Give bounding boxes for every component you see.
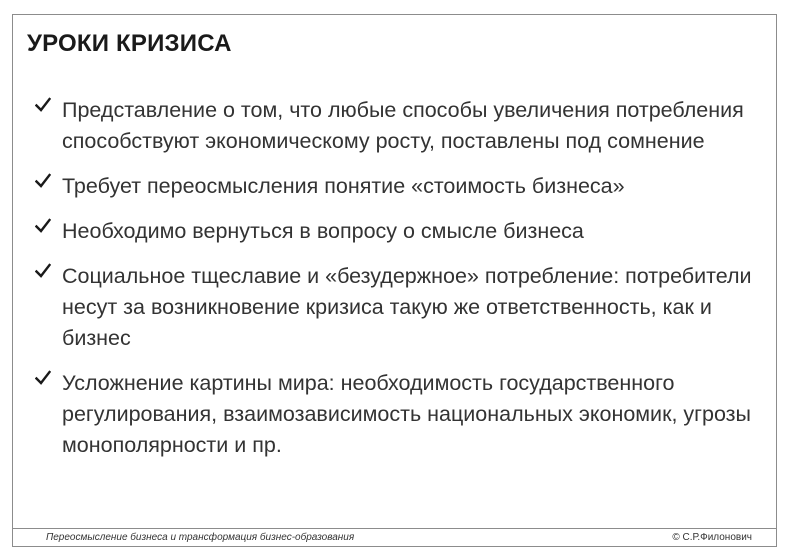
footer-copyright: © С.Р.Филонович [672, 532, 752, 543]
bullet-item [35, 95, 770, 157]
bullet-item [35, 368, 770, 461]
checkmark-icon [35, 370, 62, 392]
slide-title: УРОКИ КРИЗИСА [27, 30, 232, 57]
bullet-text: Требует переосмысления понятие «стоимость бизнеса» [62, 174, 625, 198]
bullet-list [35, 95, 770, 475]
bullet-item [35, 261, 770, 354]
footer-caption: Переосмысление бизнеса и трансформация бизнес-образования [46, 532, 355, 543]
bullet-text: Социальное тщеславие и «безудержное» потребление: потребители несут за возникновение кризиса такую же ответственность, как и бизнес [62, 264, 752, 350]
bullet-item [35, 216, 770, 247]
checkmark-icon [35, 263, 62, 285]
bullet-text: Необходимо вернуться в вопросу о смысле бизнеса [62, 219, 584, 243]
bullet-text: Усложнение картины мира: необходимость государственного регулирования, взаимозависимость национальных экономик, угрозы монополярности и пр. [62, 371, 751, 457]
bullet-item [35, 171, 770, 202]
footer-divider [12, 528, 777, 529]
checkmark-icon [35, 97, 62, 119]
checkmark-icon [35, 173, 62, 195]
checkmark-icon [35, 218, 62, 240]
bullet-text: Представление о том, что любые способы увеличения потребления способствуют экономическому росту, поставлены под сомнение [62, 98, 744, 153]
